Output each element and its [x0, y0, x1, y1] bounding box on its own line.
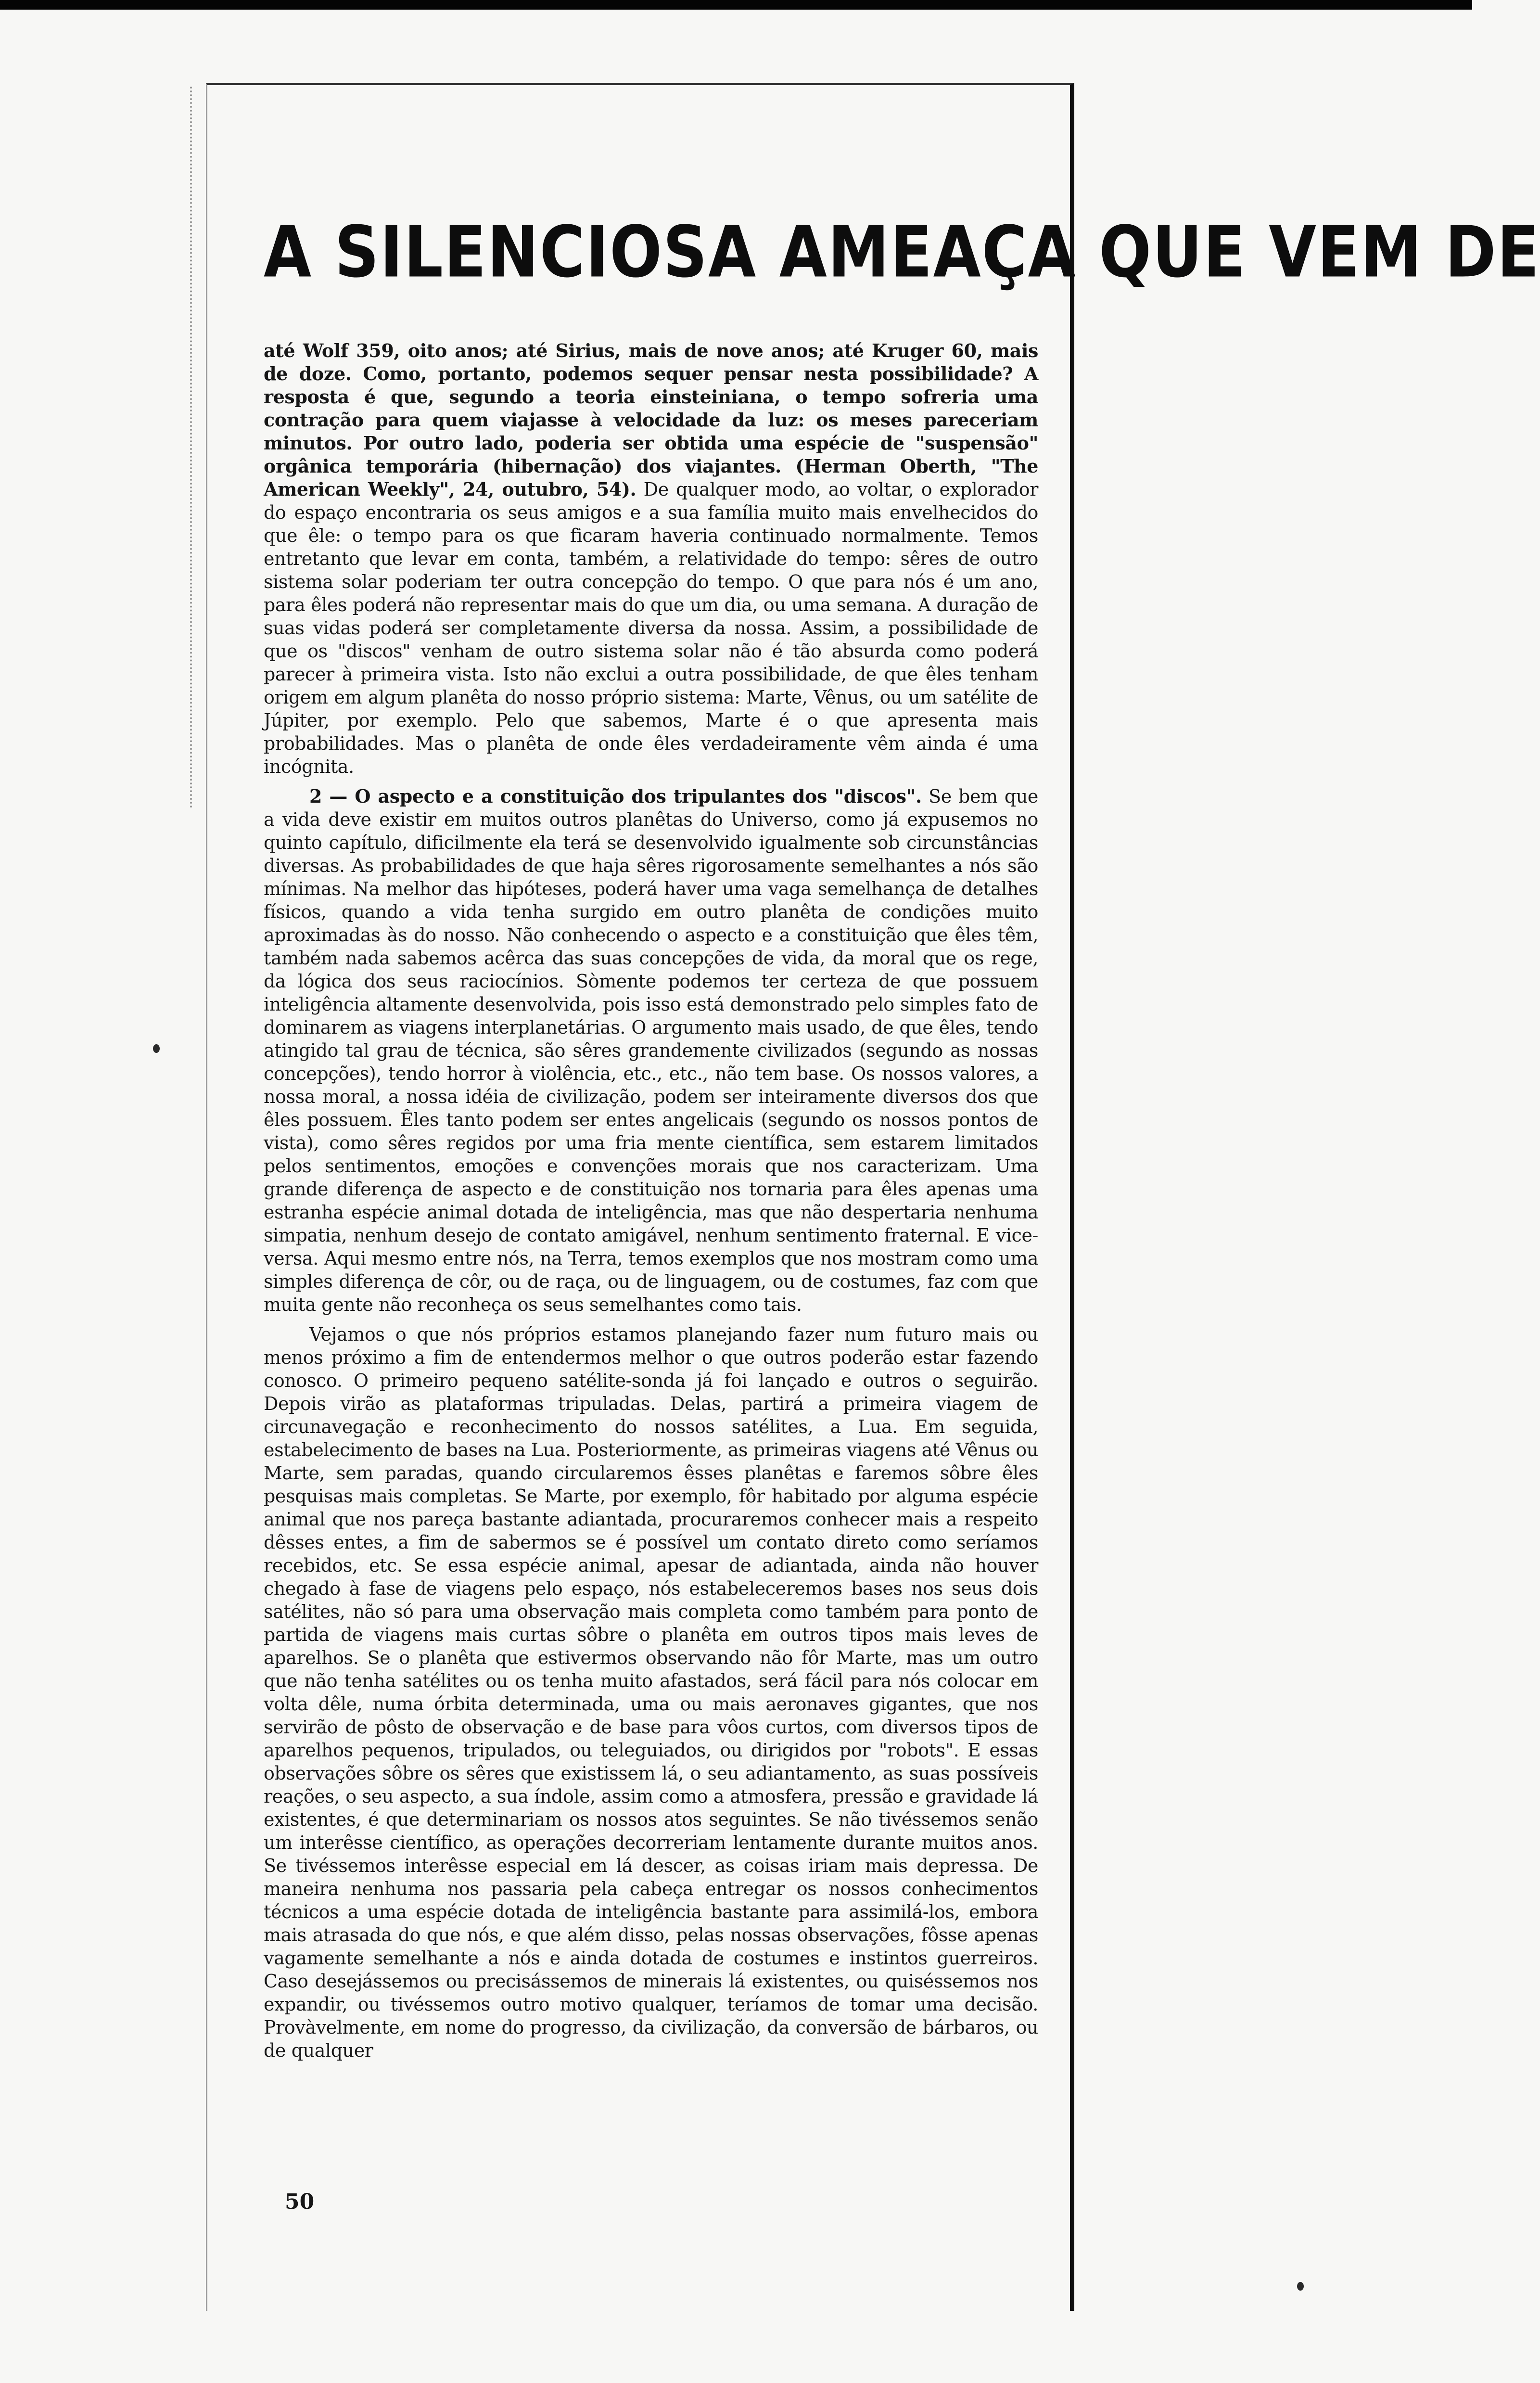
scanner-top-strip — [0, 0, 1472, 10]
section-subheading: 2 — O aspecto e a constituição dos tripulantes dos "discos". — [309, 785, 922, 807]
paragraph-2 — [264, 785, 1038, 1316]
paragraph-1-text: De qualquer modo, ao voltar, o explorador do espaço encontraria os seus amigos e a sua família muito mais envelhecidos do que êle: o tempo para os que ficaram haveria continuado normalmente. Temos entretanto que levar em conta, também, a relatividade do tempo: sêres de outro sistema solar poderiam ter outra concepção do tempo. O que para nós é um ano, para êles poderá não representar mais do que um dia, ou uma semana. A duração de suas vidas poderá ser completamente diversa da nossa. Assim, a possibilidade de que os "discos" venham de outro sistema solar não é tão absurda como poderá parecer à primeira vista. Isto não exclui a outra possibilidade, de que êles tenham origem em algum planêta do nosso próprio sistema: Marte, Vênus, ou um satélite de Júpiter, por exemplo. Pelo que sabemos, Marte é o que apresenta mais probabilidades. Mas o planêta de onde êles verdadeiramente vêm ainda é uma incógnita. — [264, 479, 1038, 777]
article-headline: A SILENCIOSA AMEAÇA QUE VEM DE — [264, 211, 1540, 294]
page-number: 50 — [285, 2190, 315, 2214]
article-body — [264, 339, 1038, 2062]
paragraph-2-text: Se bem que a vida deve existir em muitos outros planêtas do Universo, como já expusemos no quinto capítulo, dificilmente ela terá se desenvolvido igualmente sob circunstâncias diversas. As probabilidades de que haja sêres rigorosamente semelhantes a nós são mínimas. Na melhor das hipóteses, poderá haver uma vaga semelhança de detalhes físicos, quando a vida tenha surgido em outro planêta de condições muito aproximadas às do nosso. Não conhecendo o aspecto e a constituição que êles têm, também nada sabemos acêrca das suas concepções de vida, da moral que os rege, da lógica dos seus raciocínios. Sòmente podemos ter certeza de que possuem inteligência altamente desenvolvida, pois isso está demonstrado pelo simples fato de dominarem as viagens interplanetárias. O argumento mais usado, de que êles, tendo atingido tal grau de técnica, são sêres grandemente civilizados (segundo as nossas concepções), tendo horror à violência, etc., etc., não tem base. Os nossos valores, a nossa moral, a nossa idéia de civilização, podem ser inteiramente diversos dos que êles possuem. Êles tanto podem ser entes angelicais (segundo os nossos pontos de vista), como sêres regidos por uma fria mente científica, sem estarem limitados pelos sentimentos, emoções e convenções morais que nos caracterizam. Uma grande diferença de aspecto e de constituição nos tornaria para êles apenas uma estranha espécie animal dotada de inteligência, mas que não despertaria nenhuma simpatia, nenhum desejo de contato amigável, nenhum sentimento fraternal. E vice-versa. Aqui mesmo entre nós, na Terra, temos exemplos que nos mostram como uma simples diferença de côr, ou de raça, ou de linguagem, ou de costumes, faz com que muita gente não reconheça os seus semelhantes como tais. — [264, 786, 1038, 1315]
paragraph-1 — [264, 339, 1038, 778]
scan-edge-specks — [190, 87, 206, 808]
scan-speck — [1297, 2282, 1304, 2291]
scan-speck — [153, 1044, 160, 1053]
paragraph-1-bold: até Wolf 359, oito anos; até Sirius, mais de nove anos; até Kruger 60, mais de doze. Como, portanto, podemos sequer pensar nesta possibilidade? A resposta é que, segundo a teoria einsteiniana, o tempo sofreria uma contração para quem viajasse à velocidade da luz: os meses pareceriam minutos. Por outro lado, poderia ser obtida uma espécie de "suspensão" orgânica temporária (hibernação) dos viajantes. (Herman Oberth, "The American Weekly", 24, outubro, 54). — [264, 340, 1038, 500]
paragraph-3: Vejamos o que nós próprios estamos planejando fazer num futuro mais ou menos próximo a fim de entendermos melhor o que outros poderão estar fazendo conosco. O primeiro pequeno satélite-sonda já foi lançado e outros o seguirão. Depois virão as plataformas tripuladas. Delas, partirá a primeira viagem de circunavegação e reconhecimento do nossos satélites, a Lua. Em seguida, estabelecimento de bases na Lua. Posteriormente, as primeiras viagens até Vênus ou Marte, sem paradas, quando circularemos êsses planêtas e faremos sôbre êles pesquisas mais completas. Se Marte, por exemplo, fôr habitado por alguma espécie animal que nos pareça bastante adiantada, procuraremos conhecer mais a respeito dêsses entes, a fim de sabermos se é possível um contato direto como seríamos recebidos, etc. Se essa espécie animal, apesar de adiantada, ainda não houver chegado à fase de viagens pelo espaço, nós estabeleceremos bases nos seus dois satélites, não só para uma observação mais completa como também para ponto de partida de viagens mais curtas sôbre o planêta em outros tipos mais leves de aparelhos. Se o planêta que estivermos observando não fôr Marte, mas um outro que não tenha satélites ou os tenha muito afastados, será fácil para nós colocar em volta dêle, numa órbita determinada, uma ou mais aeronaves gigantes, que nos servirão de pôsto de observação e de base para vôos curtos, com diversos tipos de aparelhos pequenos, tripulados, ou teleguiados, ou dirigidos por "robots". E essas observações sôbre os sêres que existissem lá, o seu adiantamento, as suas possíveis reações, o seu aspecto, a sua índole, assim como a atmosfera, pressão e gravidade lá existentes, é que determinariam os nossos atos seguintes. Se não tivéssemos senão um interêsse científico, as operações decorreriam lentamente durante muitos anos. Se tivéssemos interêsse especial em lá descer, as coisas iriam mais depressa. De maneira nenhuma nos passaria pela cabeça entregar os nossos conhecimentos técnicos a uma espécie dotada de inteligência bastante para assimilá-los, embora mais atrasada do que nós, e que além disso, pelas nossas observações, fôsse apenas vagamente semelhante a nós e ainda dotada de costumes e instintos guerreiros. Caso desejássemos ou precisássemos de minerais lá existentes, ou quiséssemos nos expandir, ou tivéssemos outro motivo qualquer, teríamos de tomar uma decisão. Provàvelmente, em nome do progresso, da civilização, da conversão de bárbaros, ou de qualquer — [264, 1324, 1038, 2061]
